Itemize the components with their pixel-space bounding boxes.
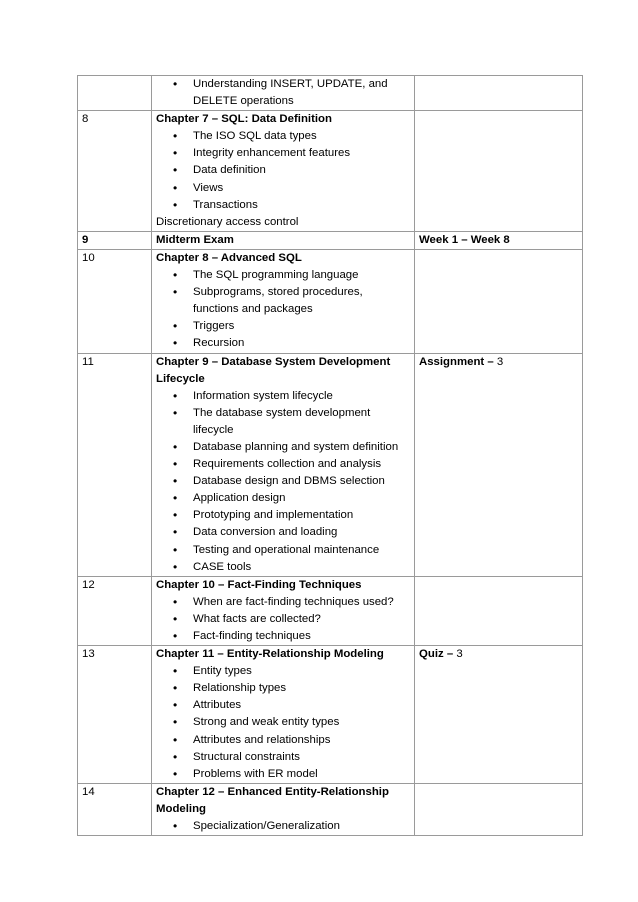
week-number: 8	[82, 113, 89, 126]
topic-list	[156, 76, 411, 110]
topic-item: • Views	[156, 180, 411, 197]
topic-item: • Triggers	[156, 318, 411, 335]
week-cell	[78, 76, 152, 111]
chapter-title: Chapter 8 – Advanced SQL	[156, 251, 302, 264]
topic-cell	[152, 783, 415, 835]
topic-list	[156, 388, 411, 576]
table-row	[78, 111, 583, 232]
topic-list	[156, 663, 411, 783]
topic-cell	[152, 76, 415, 111]
topic-item: • Database planning and system definition	[156, 439, 411, 456]
table-row	[78, 646, 583, 784]
topic-item: • What facts are collected?	[156, 611, 411, 628]
topic-item: • Entity types	[156, 663, 411, 680]
topic-cell	[152, 353, 415, 576]
topic-item: • The ISO SQL data types	[156, 128, 411, 145]
topic-item: • Specialization/Generalization	[156, 818, 411, 835]
assessment-label: Week 1 – Week 8	[419, 233, 510, 246]
topic-item: • When are fact-finding techniques used?	[156, 594, 411, 611]
topic-item: • Testing and operational maintenance	[156, 542, 411, 559]
week-number: 11	[82, 355, 94, 368]
topic-item: • Recursion	[156, 335, 411, 352]
table-row	[78, 249, 583, 353]
week-number: 12	[82, 578, 95, 591]
topic-list	[156, 267, 411, 352]
table-row	[78, 576, 583, 645]
topic-item: • Structural constraints	[156, 749, 411, 766]
topic-item: • The SQL programming language	[156, 267, 411, 284]
table-body	[78, 76, 583, 836]
topic-cell	[152, 576, 415, 645]
topic-cell	[152, 111, 415, 232]
table-row	[78, 783, 583, 835]
topic-cell	[152, 646, 415, 784]
week-cell	[78, 111, 152, 232]
table-row	[78, 353, 583, 576]
assessment-cell	[415, 111, 583, 232]
assessment-cell	[415, 231, 583, 249]
week-cell	[78, 249, 152, 353]
week-number: 9	[82, 233, 89, 246]
assessment-number: 3	[453, 648, 463, 661]
topic-item: • Subprograms, stored procedures, functions and packages	[156, 284, 411, 318]
assessment-cell	[415, 353, 583, 576]
topic-item: • CASE tools	[156, 559, 411, 576]
week-cell	[78, 353, 152, 576]
topic-item: • Problems with ER model	[156, 766, 411, 783]
assessment-label: Quiz –	[419, 648, 454, 661]
week-cell	[78, 231, 152, 249]
assessment-number: 3	[493, 355, 504, 368]
topic-item: • Data conversion and loading	[156, 524, 411, 541]
assessment-cell	[415, 249, 583, 353]
course-schedule-table	[77, 75, 583, 836]
chapter-title: Chapter 11 – Entity-Relationship Modeling	[156, 648, 384, 661]
topic-list	[156, 128, 411, 213]
chapter-title: Chapter 12 – Enhanced Entity-Relationship Modeling	[156, 785, 389, 815]
topic-item: • Fact-finding techniques	[156, 628, 411, 645]
week-cell	[78, 576, 152, 645]
assessment-cell	[415, 576, 583, 645]
topic-item: • Integrity enhancement features	[156, 145, 411, 162]
assessment-cell	[415, 646, 583, 784]
week-number: 10	[82, 251, 95, 264]
topic-cell	[152, 249, 415, 353]
topic-list	[156, 818, 411, 835]
assessment-label: Assignment –	[419, 355, 494, 368]
topic-item: • Application design	[156, 490, 411, 507]
topic-item: • Relationship types	[156, 680, 411, 697]
chapter-title: Chapter 10 – Fact-Finding Techniques	[156, 578, 362, 591]
chapter-title: Chapter 7 – SQL: Data Definition	[156, 113, 332, 126]
chapter-title: Midterm Exam	[156, 233, 234, 246]
topic-cell	[152, 231, 415, 249]
assessment-cell	[415, 783, 583, 835]
topic-item: • Prototyping and implementation	[156, 507, 411, 524]
week-cell	[78, 646, 152, 784]
topic-item: • Strong and weak entity types	[156, 714, 411, 731]
topic-item: • Requirements collection and analysis	[156, 456, 411, 473]
topic-item: • Database design and DBMS selection	[156, 473, 411, 490]
topic-item: • Data definition	[156, 162, 411, 179]
topic-list	[156, 594, 411, 645]
table-row	[78, 231, 583, 249]
topic-item: • Information system lifecycle	[156, 388, 411, 405]
topic-item: • Attributes	[156, 697, 411, 714]
table-row	[78, 76, 583, 111]
week-number: 14	[82, 785, 95, 798]
topic-note: Discretionary access control	[156, 215, 299, 228]
topic-item: • The database system development lifecycle	[156, 405, 411, 439]
week-cell	[78, 783, 152, 835]
chapter-title: Chapter 9 – Database System Development Lifecycle	[156, 355, 391, 385]
topic-item: • Transactions	[156, 197, 411, 214]
assessment-cell	[415, 76, 583, 111]
topic-item: • Attributes and relationships	[156, 732, 411, 749]
topic-item: • Understanding INSERT, UPDATE, and DELETE operations	[156, 76, 411, 110]
week-number: 13	[82, 648, 95, 661]
